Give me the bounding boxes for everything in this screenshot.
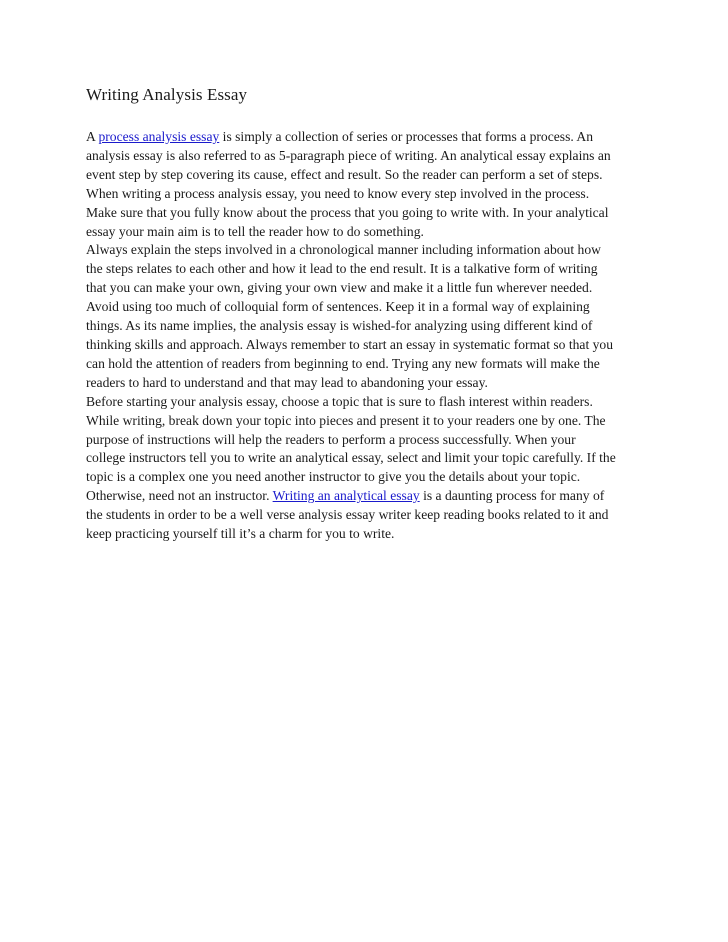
body-line (86, 355, 646, 374)
body-text: readers to hard to understand and that may lead to abandoning your essay. (86, 374, 488, 390)
document-page (86, 84, 646, 544)
body-text: Before starting your analysis essay, choose a topic that is sure to flash interest within readers. (86, 393, 593, 409)
body-text: can hold the attention of readers from beginning to end. Trying any new formats will make the (86, 355, 600, 371)
body-line (86, 449, 646, 468)
body-text: thinking skills and approach. Always remember to start an essay in systematic format so that you (86, 336, 614, 352)
body-text: Always explain the steps involved in a chronological manner including information about how (86, 242, 601, 258)
body-text: that you can make your own, giving your own view and make it a little fun wherever needed. (86, 280, 593, 296)
body-text: analysis essay is also referred to as 5-paragraph piece of writing. An analytical essay explains an (86, 147, 611, 163)
body-line (86, 487, 646, 506)
body-text: Make sure that you fully know about the process that you going to write with. In your analytical (86, 204, 609, 220)
document-title: Writing Analysis Essay (86, 85, 248, 104)
body-text: keep practicing yourself till it’s a charm for you to write. (86, 526, 395, 542)
body-text: Otherwise, need not an instructor. (86, 488, 273, 504)
body-line (86, 204, 646, 223)
body-line (86, 336, 646, 355)
body-line (86, 468, 646, 487)
document-body (86, 128, 646, 544)
essay-link[interactable]: Writing an analytical essay (272, 488, 420, 504)
body-line (86, 260, 646, 279)
body-line (86, 128, 646, 147)
body-text: things. As its name implies, the analysis essay is wished-for analyzing using different kind of (86, 318, 593, 334)
body-line (86, 166, 646, 185)
body-line (86, 317, 646, 336)
body-text: essay your main aim is to tell the reader how to do something. (86, 223, 424, 239)
body-text: is simply a collection of series or processes that forms a process. An (219, 129, 594, 144)
body-text: the steps relates to each other and how it lead to the end result. It is a talkative form of writing (86, 261, 598, 277)
body-text: While writing, break down your topic into pieces and present it to your readers one by one. The (86, 412, 606, 428)
body-line (86, 393, 646, 412)
body-line (86, 506, 646, 525)
body-line (86, 525, 646, 544)
body-text: purpose of instructions will help the readers to perform a process successfully. When your (86, 431, 576, 447)
body-line (86, 241, 646, 260)
body-text: When writing a process analysis essay, you need to know every step involved in the process. (86, 185, 590, 201)
body-text: is a daunting process for many of (419, 488, 605, 504)
body-line (86, 279, 646, 298)
body-line (86, 298, 646, 317)
body-line (86, 223, 646, 242)
body-text: the students in order to be a well verse analysis essay writer keep reading books related to it and (86, 507, 609, 523)
body-text: Avoid using too much of colloquial form of sentences. Keep it in a formal way of explaining (86, 299, 590, 315)
body-line (86, 147, 646, 166)
body-text: event step by step covering its cause, effect and result. So the reader can perform a set of steps. (86, 166, 603, 182)
essay-link[interactable]: process analysis essay (98, 129, 220, 144)
body-text: A (86, 129, 99, 144)
body-line (86, 412, 646, 431)
body-text: college instructors tell you to write an analytical essay, select and limit your topic carefully. If the (86, 450, 616, 466)
body-line (86, 374, 646, 393)
body-line (86, 185, 646, 204)
body-text: topic is a complex one you need another instructor to give you the details about your topic. (86, 469, 581, 485)
body-line (86, 431, 646, 450)
